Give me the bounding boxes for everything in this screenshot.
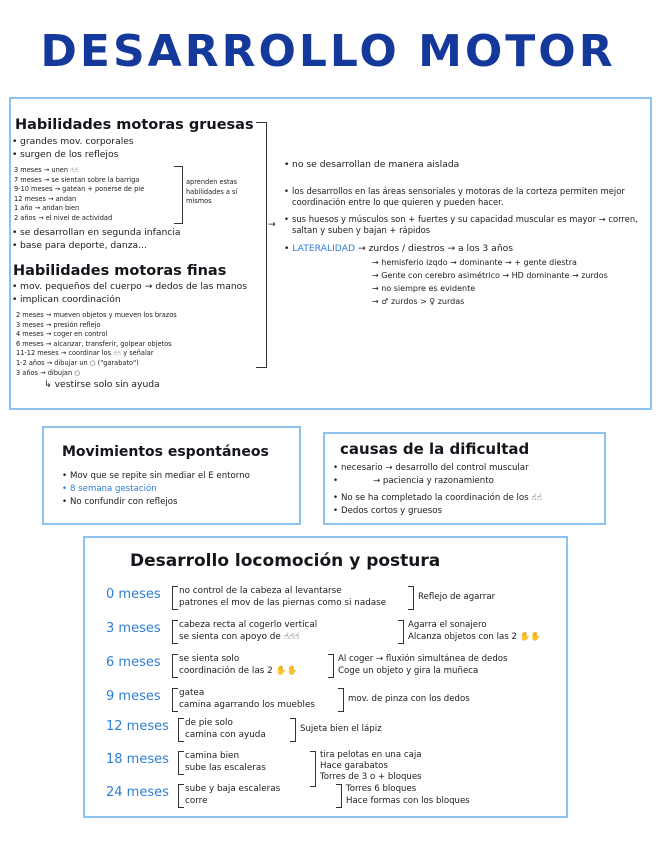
- row-line: coordinación de las 2 ✋✋: [179, 666, 298, 676]
- age-label: 9 meses: [106, 689, 161, 704]
- espontaneos-list: [62, 470, 250, 509]
- gruesas-milestones-note: aprenden estas habilidades a sí mismos: [186, 178, 238, 206]
- row-line: patrones el mov de las piernas como si nadase: [179, 598, 387, 608]
- list-item: • Mov que se repite sin mediar el E entorno: [62, 470, 250, 483]
- espontaneos-heading: Movimientos espontáneos: [62, 444, 269, 460]
- list-item: • 8 semana gestación: [62, 483, 250, 496]
- note-line: Torres de 3 o + bloques: [320, 772, 422, 782]
- row-note: [300, 723, 382, 735]
- list-item: • No se ha completado la coordinación de los ☝☝: [333, 492, 542, 505]
- note-line: Reflejo de agarrar: [418, 592, 496, 602]
- locomocion-heading: Desarrollo locomoción y postura: [130, 551, 441, 571]
- note-brace: [338, 688, 344, 712]
- row-line: de pie solo: [185, 718, 233, 728]
- note-brace: [336, 784, 342, 808]
- causas-list: [333, 462, 542, 518]
- age-brace: [172, 620, 178, 644]
- age-label: 18 meses: [106, 752, 169, 767]
- page-title: DESARROLLO MOTOR: [40, 26, 616, 77]
- list-item: • necesario → desarrollo del control muscular: [333, 462, 542, 475]
- age-brace: [178, 784, 184, 808]
- age-label: 12 meses: [106, 719, 169, 734]
- row-note: [418, 591, 495, 603]
- lateralidad-label: LATERALIDAD: [292, 243, 356, 254]
- row-note: [320, 750, 422, 783]
- age-label: 6 meses: [106, 655, 161, 670]
- note-brace: [328, 654, 334, 678]
- lateralidad-lines: → hemisferio izqdo → dominante → + gente diestra → Gente con cerebro asimétrico → HD dominante → zurdos → no siempre es evidente → ♂ zurdos > ♀ zurdas: [372, 258, 608, 306]
- row-line: camina agarrando los muebles: [179, 700, 315, 710]
- note-line: Hace garabatos: [320, 761, 388, 771]
- note-line: Alcanza objetos con las 2 ✋✋: [408, 632, 542, 642]
- list-item: • → paciencia y razonamiento: [333, 475, 542, 488]
- list-item: • grandes mov. corporales: [12, 135, 134, 148]
- note-line: Agarra el sonajero: [408, 620, 487, 630]
- finas-heading: Habilidades motoras finas: [13, 263, 227, 279]
- left-column-brace: [256, 122, 267, 368]
- age-label: 24 meses: [106, 785, 169, 800]
- list-item: • implican coordinación: [12, 293, 247, 306]
- gruesas-milestones: 3 meses → unen ☝☝ 7 meses → se sientan sobre la barriga 9-10 meses → gatean + ponerse de pie 12 meses → andan 1 año → andan bien 2 años → el nivel de actividad: [14, 166, 145, 222]
- row-line: camina bien: [185, 751, 240, 761]
- causas-heading: causas de la dificultad: [340, 440, 530, 458]
- row-line: sube y baja escaleras: [185, 784, 281, 794]
- note-line: Torres 6 bloques: [346, 784, 417, 794]
- list-item: • surgen de los reflejos: [12, 148, 134, 161]
- row-lines: [185, 783, 280, 807]
- finas-list: [12, 280, 247, 306]
- note-line: tira pelotas en una caja: [320, 750, 422, 760]
- note-brace: [310, 751, 316, 787]
- note-brace: [408, 586, 414, 610]
- list-item: • se desarrollan en segunda infancia: [12, 226, 181, 239]
- row-lines: [179, 619, 317, 643]
- row-note: [408, 619, 541, 643]
- list-item: • No confundir con reflejos: [62, 496, 250, 509]
- age-label: 0 meses: [106, 587, 161, 602]
- gruesas-list-after: [12, 226, 181, 252]
- note-line: Coge un objeto y gira la muñeca: [338, 666, 479, 676]
- age-brace: [172, 654, 178, 678]
- row-note: [338, 653, 508, 677]
- row-lines: [179, 653, 297, 677]
- row-lines: [179, 687, 315, 711]
- note-brace: [398, 620, 404, 644]
- row-lines: [179, 585, 386, 609]
- list-item: • sus huesos y músculos son + fuertes y su capacidad muscular es mayor → corren, saltan y suben y bajan + rápidos: [284, 214, 640, 236]
- row-line: gatea: [179, 688, 205, 698]
- list-item: • Dedos cortos y gruesos: [333, 505, 542, 518]
- row-line: cabeza recta al cogerlo vertical: [179, 620, 318, 630]
- finas-milestones: 2 meses → mueven objetos y mueven los brazos 3 meses → presión reflejo 4 meses → coger en control 6 meses → alcanzar, transferir, golpear objetos 11-12 meses → coordinar los ☝☝ y señalar 1-2 años → dibujar un ○ ("garabato") 3 años → dibujan ○: [16, 311, 177, 377]
- list-item: • los desarrollos en las áreas sensoriales y motoras de la corteza permiten mejor coordinación entre lo que quieren y pueden hacer.: [284, 186, 640, 208]
- row-lines: [185, 717, 266, 741]
- row-line: no control de la cabeza al levantarse: [179, 586, 342, 596]
- note-brace: [290, 718, 296, 742]
- note-line: mov. de pinza con los dedos: [348, 694, 470, 704]
- finas-last: ↳ vestirse solo sin ayuda: [44, 379, 160, 390]
- age-brace: [172, 586, 178, 610]
- note-line: Sujeta bien el lápiz: [300, 724, 382, 734]
- gruesas-heading: Habilidades motoras gruesas: [15, 117, 254, 133]
- row-note: [346, 783, 470, 807]
- list-item: • no se desarrollan de manera aislada: [284, 158, 640, 171]
- lateralidad-row: • LATERALIDAD → zurdos / diestros → a los 3 años: [284, 243, 514, 254]
- list-item: • base para deporte, danza...: [12, 239, 181, 252]
- list-item: • mov. pequeños del cuerpo → dedos de las manos: [12, 280, 247, 293]
- row-line: corre: [185, 796, 208, 806]
- row-lines: [185, 750, 266, 774]
- row-line: camina con ayuda: [185, 730, 266, 740]
- age-brace: [178, 718, 184, 742]
- right-list: [284, 158, 640, 236]
- gruesas-milestones-brace: [174, 166, 183, 224]
- age-label: 3 meses: [106, 621, 161, 636]
- gruesas-list: [12, 135, 134, 161]
- age-brace: [172, 688, 178, 712]
- row-note: [348, 693, 470, 705]
- row-line: se sienta solo: [179, 654, 240, 664]
- row-line: se sienta con apoyo de ☝☝☝: [179, 632, 300, 642]
- note-line: Hace formas con los bloques: [346, 796, 470, 806]
- note-line: Al coger → fluxión simultánea de dedos: [338, 654, 508, 664]
- row-line: sube las escaleras: [185, 763, 266, 773]
- bracket-arrow: →: [268, 219, 276, 230]
- age-brace: [178, 751, 184, 775]
